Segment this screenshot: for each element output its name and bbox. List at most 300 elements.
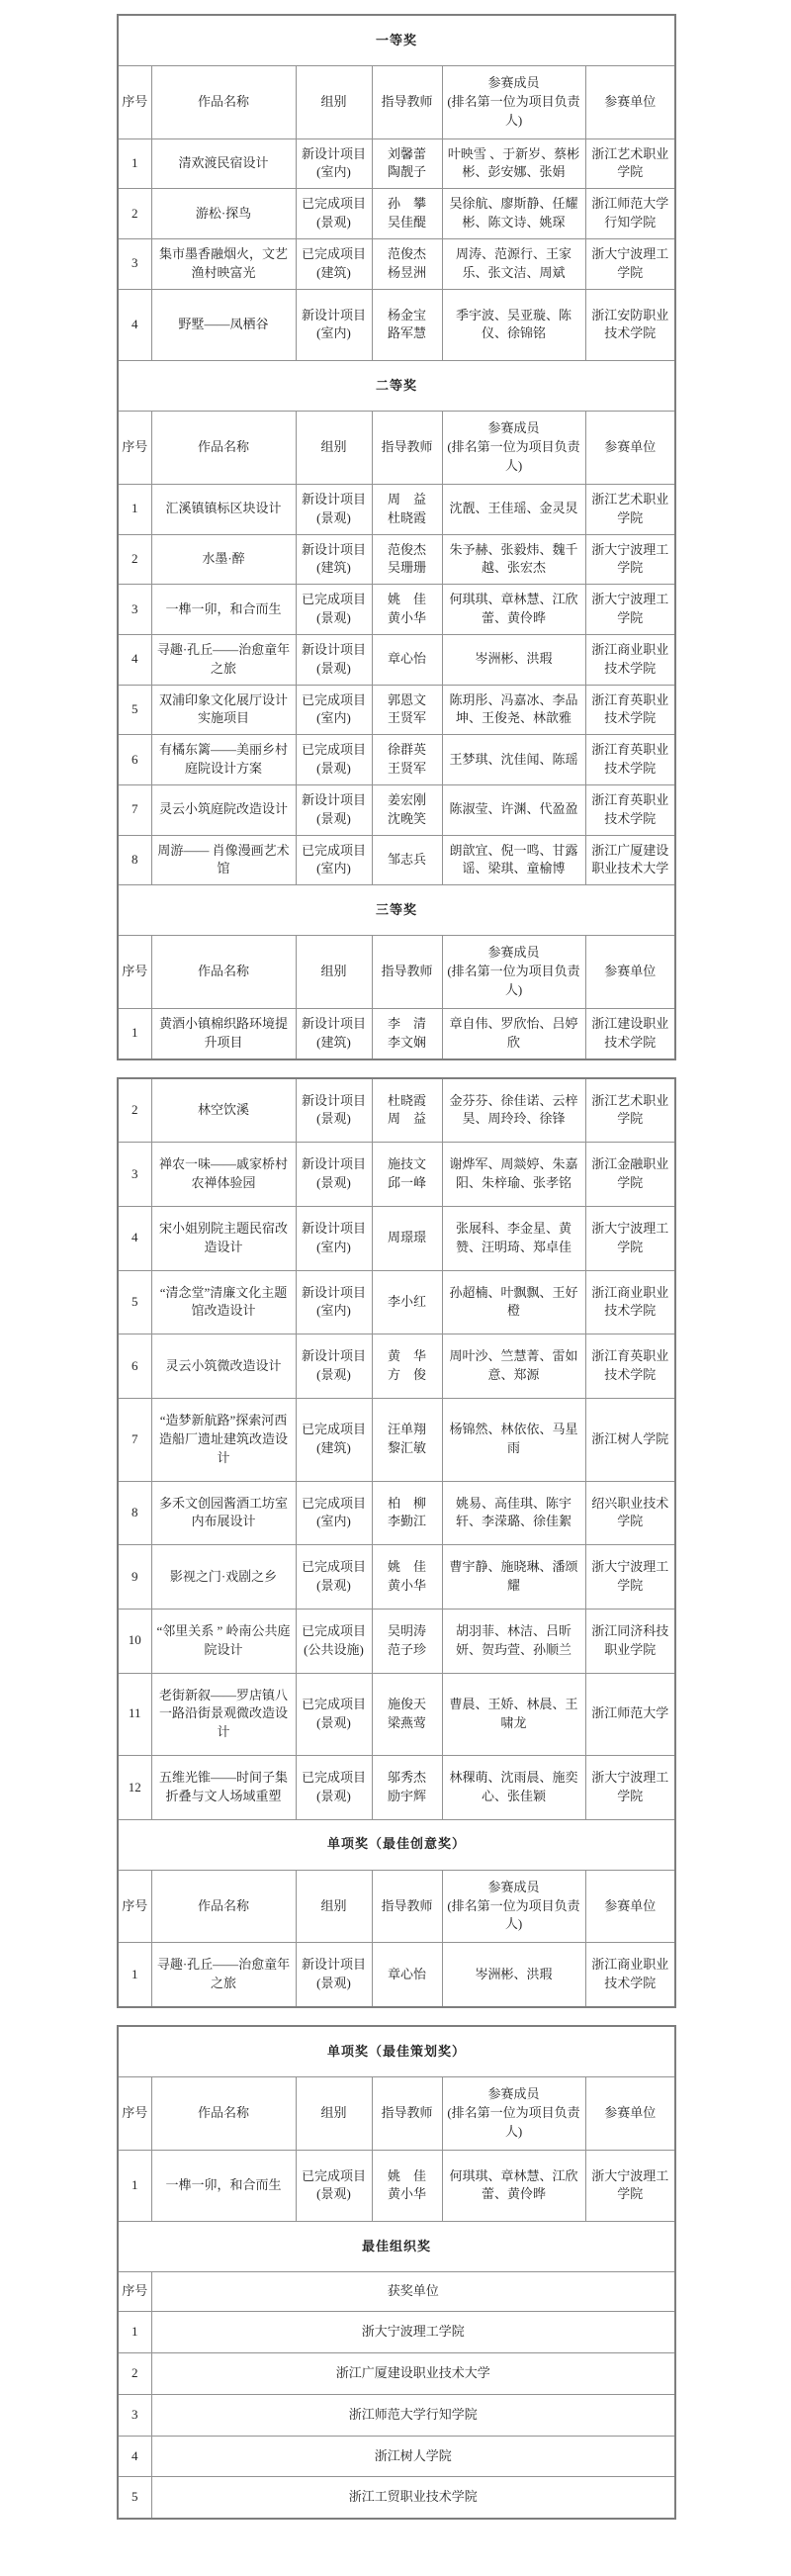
teacher-cell — [372, 1008, 442, 1058]
teacher-name: 梁燕莺 — [387, 1714, 426, 1730]
members-cell: 朱予赫、张毅炜、魏千越、张宏杰 — [442, 534, 585, 585]
group-line: 新设计项目 — [301, 1092, 366, 1108]
row-seq: 12 — [118, 1756, 151, 1820]
award-table-2 — [117, 1077, 676, 2008]
teacher-name: 范俊杰 — [387, 245, 426, 261]
work-title: 周游—— 肖像漫画艺术馆 — [151, 835, 296, 885]
group-cell — [296, 1270, 372, 1334]
group-line: (景观) — [316, 509, 351, 525]
row-seq: 2 — [118, 534, 151, 585]
teacher-name: 汪单翔 — [387, 1422, 426, 1437]
row-seq: 8 — [118, 1481, 151, 1545]
teacher-name: 姚 佳 — [387, 592, 426, 607]
column-header-row — [118, 412, 675, 485]
group-line: 已完成项目 — [301, 691, 366, 707]
teacher-name: 杨金宝 — [387, 307, 426, 322]
teacher-column-header: 指导教师 — [372, 936, 442, 1009]
group-column-header: 组别 — [296, 2077, 372, 2151]
org-award-title-row — [118, 2222, 675, 2272]
section-title-row — [118, 2026, 675, 2077]
group-line: 新设计项目 — [301, 307, 366, 322]
unit-cell: 浙江建设职业技术学院 — [585, 1008, 675, 1058]
org-row-seq: 2 — [118, 2352, 151, 2394]
table-row — [118, 289, 675, 361]
unit-cell: 浙大宁波理工学院 — [585, 1756, 675, 1820]
table-row — [118, 735, 675, 785]
teacher-name: 杨昱洲 — [387, 264, 426, 280]
group-cell — [296, 289, 372, 361]
members-cell: 周叶沙、竺慧菁、雷如意、郑源 — [442, 1334, 585, 1399]
work-title: “邻里关系 ” 岭南公共庭院设计 — [151, 1609, 296, 1673]
org-row-unit: 浙江广厦建设职业技术大学 — [151, 2352, 675, 2394]
work-title: “清念堂”清廉文化主题馆改造设计 — [151, 1270, 296, 1334]
unit-column-header: 参赛单位 — [585, 2077, 675, 2151]
table-row — [118, 784, 675, 835]
group-line: (景观) — [316, 610, 351, 626]
row-seq: 1 — [118, 1943, 151, 2007]
seq-column-header: 序号 — [118, 66, 151, 139]
teacher-name: 章心怡 — [387, 651, 426, 667]
row-seq: 1 — [118, 138, 151, 189]
teacher-cell — [372, 1398, 442, 1481]
work-title: 寻趣·孔丘——治愈童年之旅 — [151, 634, 296, 685]
org-award-row — [118, 2477, 675, 2519]
members-cell: 孙超楠、叶飘飘、王好橙 — [442, 1270, 585, 1334]
teacher-name: 黄小华 — [387, 1578, 426, 1594]
group-line: 新设计项目 — [301, 1156, 366, 1172]
award-tables-container — [117, 14, 791, 2520]
org-row-seq: 4 — [118, 2436, 151, 2477]
row-seq: 4 — [118, 634, 151, 685]
members-header-title: 参赛成员 — [487, 2086, 540, 2101]
members-header-title: 参赛成员 — [487, 75, 540, 90]
teacher-name: 邱一峰 — [387, 1175, 426, 1191]
org-row-seq: 5 — [118, 2477, 151, 2519]
unit-cell: 浙江商业职业技术学院 — [585, 1270, 675, 1334]
group-line: (室内) — [316, 861, 351, 876]
group-line: 已完成项目 — [301, 1559, 366, 1575]
members-cell: 林稞萌、沈雨晨、施奕心、张佳颖 — [442, 1756, 585, 1820]
seq-column-header: 序号 — [118, 936, 151, 1009]
members-cell: 沈靓、王佳瑶、金灵炅 — [442, 484, 585, 534]
unit-cell: 浙江艺术职业学院 — [585, 484, 675, 534]
unit-cell: 浙江安防职业技术学院 — [585, 289, 675, 361]
teacher-column-header: 指导教师 — [372, 66, 442, 139]
group-cell — [296, 784, 372, 835]
work-column-header: 作品名称 — [151, 936, 296, 1009]
teacher-name: 孙 攀 — [387, 196, 426, 212]
row-seq: 7 — [118, 784, 151, 835]
members-cell: 陈淑莹、许渊、代盈盈 — [442, 784, 585, 835]
group-line: 已完成项目 — [301, 1696, 366, 1711]
teacher-column-header: 指导教师 — [372, 2077, 442, 2151]
work-title: 老街新叙——罗店镇八一路沿街景观微改造设计 — [151, 1673, 296, 1756]
teacher-name: 杜晓霞 — [387, 1092, 426, 1108]
table-row — [118, 1078, 675, 1143]
table-row — [118, 1398, 675, 1481]
group-cell — [296, 1609, 372, 1673]
teacher-name: 范子珍 — [387, 1641, 426, 1657]
org-row-unit: 浙江树人学院 — [151, 2436, 675, 2477]
teacher-cell — [372, 534, 442, 585]
org-award-title: 最佳组织奖 — [118, 2222, 675, 2272]
row-seq: 2 — [118, 1078, 151, 1143]
unit-cell: 浙江育英职业技术学院 — [585, 735, 675, 785]
group-column-header: 组别 — [296, 66, 372, 139]
teacher-name: 杜晓霞 — [387, 509, 426, 525]
work-title: 多禾文创园酱酒工坊室内布展设计 — [151, 1481, 296, 1545]
unit-column-header: 参赛单位 — [585, 412, 675, 485]
teacher-name: 范俊杰 — [387, 541, 426, 557]
group-line: 新设计项目 — [301, 491, 366, 506]
members-cell: 章自伟、罗欣怡、吕婷欣 — [442, 1008, 585, 1058]
group-line: 新设计项目 — [301, 641, 366, 657]
teacher-cell — [372, 835, 442, 885]
org-seq-header: 序号 — [118, 2272, 151, 2312]
table-row — [118, 835, 675, 885]
teacher-name: 李小红 — [387, 1294, 426, 1310]
table-row — [118, 189, 675, 239]
seq-column-header: 序号 — [118, 1870, 151, 1943]
unit-cell: 浙江树人学院 — [585, 1398, 675, 1481]
teacher-name: 王贤军 — [387, 761, 426, 777]
group-line: (公共设施) — [304, 1641, 364, 1657]
table-row — [118, 1673, 675, 1756]
members-cell: 杨锦然、林依依、马星雨 — [442, 1398, 585, 1481]
group-line: 已完成项目 — [301, 196, 366, 212]
teacher-name: 吴珊珊 — [387, 560, 426, 576]
unit-cell: 浙大宁波理工学院 — [585, 1545, 675, 1610]
unit-cell: 浙大宁波理工学院 — [585, 238, 675, 289]
award-table-3 — [117, 2025, 676, 2520]
group-line: 已完成项目 — [301, 1422, 366, 1437]
table-row — [118, 1756, 675, 1820]
award-table-1 — [117, 14, 676, 1060]
work-title: 宋小姐别院主题民宿改造设计 — [151, 1206, 296, 1270]
group-cell — [296, 1673, 372, 1756]
teacher-name: 黎汇敏 — [387, 1440, 426, 1456]
members-cell: 朗歆宜、倪一鸣、甘露谣、梁琪、童榆博 — [442, 835, 585, 885]
org-award-row — [118, 2436, 675, 2477]
group-line: 已完成项目 — [301, 742, 366, 758]
teacher-cell — [372, 484, 442, 534]
unit-cell: 浙江育英职业技术学院 — [585, 685, 675, 735]
group-line: (建筑) — [316, 560, 351, 576]
unit-cell: 浙江育英职业技术学院 — [585, 1334, 675, 1399]
teacher-name: 邹志兵 — [387, 852, 426, 868]
row-seq: 1 — [118, 484, 151, 534]
group-cell — [296, 238, 372, 289]
column-header-row — [118, 936, 675, 1009]
teacher-cell — [372, 1609, 442, 1673]
group-line: 已完成项目 — [301, 1495, 366, 1511]
teacher-name: 郭恩文 — [387, 691, 426, 707]
group-line: (室内) — [316, 164, 351, 180]
teacher-cell — [372, 735, 442, 785]
members-cell: 陈玥彤、冯嘉冰、李品坤、王俊尧、林歆雅 — [442, 685, 585, 735]
org-row-unit: 浙江师范大学行知学院 — [151, 2394, 675, 2436]
members-cell: 王梦琪、沈佳闻、陈瑶 — [442, 735, 585, 785]
group-cell — [296, 534, 372, 585]
table-row — [118, 1545, 675, 1610]
teacher-name: 李文娴 — [387, 1034, 426, 1050]
work-title: 游松·探鸟 — [151, 189, 296, 239]
section-title: 单项奖（最佳策划奖） — [118, 2026, 675, 2077]
unit-cell: 浙江育英职业技术学院 — [585, 784, 675, 835]
group-cell — [296, 1008, 372, 1058]
table-row — [118, 1481, 675, 1545]
unit-cell: 浙大宁波理工学院 — [585, 534, 675, 585]
table-row — [118, 2150, 675, 2222]
unit-cell: 浙江师范大学 — [585, 1673, 675, 1756]
teacher-cell — [372, 1545, 442, 1610]
unit-cell: 浙江师范大学行知学院 — [585, 189, 675, 239]
members-cell: 岑洲彬、洪瑕 — [442, 1943, 585, 2007]
work-title: 水墨·醉 — [151, 534, 296, 585]
group-line: 已完成项目 — [301, 1622, 366, 1638]
teacher-column-header: 指导教师 — [372, 412, 442, 485]
work-column-header: 作品名称 — [151, 2077, 296, 2151]
group-line: 已完成项目 — [301, 1770, 366, 1786]
teacher-cell — [372, 138, 442, 189]
section-title: 三等奖 — [118, 885, 675, 936]
teacher-name: 李 清 — [387, 1015, 426, 1031]
row-seq: 2 — [118, 189, 151, 239]
table-row — [118, 685, 675, 735]
group-line: 新设计项目 — [301, 791, 366, 807]
teacher-cell — [372, 1673, 442, 1756]
group-line: 已完成项目 — [301, 592, 366, 607]
group-column-header: 组别 — [296, 936, 372, 1009]
group-line: (建筑) — [316, 264, 351, 280]
members-column-header — [442, 1870, 585, 1943]
table-row — [118, 138, 675, 189]
group-cell — [296, 1481, 372, 1545]
group-cell — [296, 1078, 372, 1143]
section-title-row — [118, 1819, 675, 1870]
teacher-name: 周璟璟 — [387, 1230, 426, 1245]
group-cell — [296, 735, 372, 785]
teacher-cell — [372, 1078, 442, 1143]
members-cell: 周涛、范源行、王家乐、张文洁、周斌 — [442, 238, 585, 289]
members-header-title: 参赛成员 — [487, 1879, 540, 1894]
row-seq: 6 — [118, 735, 151, 785]
unit-cell: 浙江广厦建设职业技术大学 — [585, 835, 675, 885]
group-line: (建筑) — [316, 1440, 351, 1456]
group-line: (室内) — [316, 710, 351, 726]
members-column-header — [442, 412, 585, 485]
section-title-row — [118, 361, 675, 412]
group-cell — [296, 189, 372, 239]
group-line: (景观) — [316, 761, 351, 777]
section-title-row — [118, 885, 675, 936]
teacher-cell — [372, 1481, 442, 1545]
work-title: 野墅——凤栖谷 — [151, 289, 296, 361]
members-header-title: 参赛成员 — [487, 945, 540, 961]
teacher-name: 章心怡 — [387, 1966, 426, 1981]
group-cell — [296, 685, 372, 735]
row-seq: 5 — [118, 1270, 151, 1334]
table-row — [118, 585, 675, 635]
group-line: (景观) — [316, 1788, 351, 1803]
unit-column-header: 参赛单位 — [585, 1870, 675, 1943]
group-cell — [296, 1756, 372, 1820]
work-title: 影视之门·戏剧之乡 — [151, 1545, 296, 1610]
teacher-cell — [372, 1943, 442, 2007]
unit-cell: 浙江艺术职业学院 — [585, 1078, 675, 1143]
group-cell — [296, 835, 372, 885]
teacher-cell — [372, 634, 442, 685]
members-cell: 姚易、高佳琪、陈宇轩、李溁璐、徐佳絮 — [442, 1481, 585, 1545]
teacher-cell — [372, 1143, 442, 1207]
teacher-cell — [372, 585, 442, 635]
work-title: 汇溪镇镇标区块设计 — [151, 484, 296, 534]
teacher-name: 施技文 — [387, 1156, 426, 1172]
row-seq: 3 — [118, 585, 151, 635]
group-cell — [296, 1206, 372, 1270]
group-line: 新设计项目 — [301, 1015, 366, 1031]
teacher-cell — [372, 189, 442, 239]
table-row — [118, 1270, 675, 1334]
group-line: (室内) — [316, 1239, 351, 1254]
members-cell: 曹晨、王娇、林晨、王啸龙 — [442, 1673, 585, 1756]
group-cell — [296, 1143, 372, 1207]
group-cell — [296, 1943, 372, 2007]
members-cell: 季宇波、吴亚璇、陈仪、徐锦铭 — [442, 289, 585, 361]
teacher-column-header: 指导教师 — [372, 1870, 442, 1943]
seq-column-header: 序号 — [118, 412, 151, 485]
group-line: 新设计项目 — [301, 1957, 366, 1973]
teacher-name: 吴明涛 — [387, 1622, 426, 1638]
group-line: (景观) — [316, 2186, 351, 2202]
members-column-header — [442, 936, 585, 1009]
members-cell: 叶映雪 、于新岁、蔡彬彬、彭安娜、张娟 — [442, 138, 585, 189]
group-line: 新设计项目 — [301, 541, 366, 557]
teacher-name: 励宇辉 — [387, 1788, 426, 1803]
work-title: 灵云小筑庭院改造设计 — [151, 784, 296, 835]
members-column-header — [442, 66, 585, 139]
unit-cell: 浙江金融职业学院 — [585, 1143, 675, 1207]
group-cell — [296, 634, 372, 685]
teacher-name: 李勤江 — [387, 1514, 426, 1529]
group-line: (室内) — [316, 325, 351, 341]
teacher-name: 周 益 — [387, 1111, 426, 1127]
table-row — [118, 1609, 675, 1673]
row-seq: 3 — [118, 238, 151, 289]
work-title: 有橘东篱——美丽乡村庭院设计方案 — [151, 735, 296, 785]
section-title: 一等奖 — [118, 15, 675, 66]
work-title: 五维光锥——时间子集折叠与文人场域重塑 — [151, 1756, 296, 1820]
work-title: 集市墨香融烟火，文艺渔村映富光 — [151, 238, 296, 289]
members-cell: 胡羽菲、林洁、吕昕妍、贺玙萱、孙顺兰 — [442, 1609, 585, 1673]
teacher-cell — [372, 238, 442, 289]
table-row — [118, 1943, 675, 2007]
group-line: (景观) — [316, 1578, 351, 1594]
group-cell — [296, 484, 372, 534]
group-cell — [296, 1398, 372, 1481]
unit-cell: 浙江艺术职业学院 — [585, 138, 675, 189]
teacher-name: 柏 柳 — [387, 1495, 426, 1511]
group-cell — [296, 1334, 372, 1399]
org-award-row — [118, 2312, 675, 2353]
row-seq: 7 — [118, 1398, 151, 1481]
group-line: 新设计项目 — [301, 1284, 366, 1300]
group-line: (景观) — [316, 215, 351, 230]
group-line: 新设计项目 — [301, 1220, 366, 1236]
group-cell — [296, 138, 372, 189]
table-row — [118, 634, 675, 685]
org-row-seq: 3 — [118, 2394, 151, 2436]
group-line: 已完成项目 — [301, 842, 366, 858]
row-seq: 1 — [118, 1008, 151, 1058]
row-seq: 9 — [118, 1545, 151, 1610]
org-award-row — [118, 2352, 675, 2394]
org-award-row — [118, 2394, 675, 2436]
work-title: “造梦新航路”探索河西造船厂遗址建筑改造设计 — [151, 1398, 296, 1481]
teacher-cell — [372, 289, 442, 361]
members-cell: 谢烨军、周燚婷、朱嘉阳、朱梓瑜、张孝铭 — [442, 1143, 585, 1207]
teacher-name: 黄 华 — [387, 1348, 426, 1364]
members-cell: 何琪琪、章林慧、江欣蕾、黄伶晔 — [442, 2150, 585, 2222]
unit-cell: 浙江同济科技职业学院 — [585, 1609, 675, 1673]
work-title: 黄酒小镇棉织路环境提升项目 — [151, 1008, 296, 1058]
group-line: 新设计项目 — [301, 145, 366, 161]
table-row — [118, 1143, 675, 1207]
row-seq: 4 — [118, 289, 151, 361]
row-seq: 8 — [118, 835, 151, 885]
teacher-name: 黄小华 — [387, 2186, 426, 2202]
members-column-header — [442, 2077, 585, 2151]
teacher-name: 施俊天 — [387, 1696, 426, 1711]
work-title: 一榫一卯，和合而生 — [151, 585, 296, 635]
teacher-name: 姚 佳 — [387, 2167, 426, 2183]
group-cell — [296, 585, 372, 635]
members-header-note: (排名第一位为项目负责人) — [447, 93, 580, 128]
teacher-name: 刘馨蕾 — [387, 145, 426, 161]
group-line: (景观) — [316, 810, 351, 826]
unit-cell: 绍兴职业技术学院 — [585, 1481, 675, 1545]
unit-cell: 浙大宁波理工学院 — [585, 2150, 675, 2222]
work-title: 灵云小筑微改造设计 — [151, 1334, 296, 1399]
work-title: 林空饮溪 — [151, 1078, 296, 1143]
group-cell — [296, 1545, 372, 1610]
table-row — [118, 1206, 675, 1270]
work-column-header: 作品名称 — [151, 1870, 296, 1943]
seq-column-header: 序号 — [118, 2077, 151, 2151]
row-seq: 11 — [118, 1673, 151, 1756]
org-row-unit: 浙大宁波理工学院 — [151, 2312, 675, 2353]
group-cell — [296, 2150, 372, 2222]
group-column-header: 组别 — [296, 412, 372, 485]
work-title: 双浦印象文化展厅设计实施项目 — [151, 685, 296, 735]
group-line: (景观) — [316, 1175, 351, 1191]
teacher-name: 方 俊 — [387, 1367, 426, 1383]
teacher-cell — [372, 2150, 442, 2222]
members-header-note: (排名第一位为项目负责人) — [447, 964, 580, 997]
column-header-row — [118, 1870, 675, 1943]
members-cell: 何琪琪、章林慧、江欣蕾、黄伶晔 — [442, 585, 585, 635]
table-row — [118, 238, 675, 289]
group-line: (室内) — [316, 1514, 351, 1529]
row-seq: 5 — [118, 685, 151, 735]
work-title: 一榫一卯，和合而生 — [151, 2150, 296, 2222]
unit-column-header: 参赛单位 — [585, 66, 675, 139]
group-line: 已完成项目 — [301, 2167, 366, 2183]
teacher-cell — [372, 1206, 442, 1270]
column-header-row — [118, 66, 675, 139]
group-line: (景观) — [316, 1976, 351, 1991]
group-line: (建筑) — [316, 1034, 351, 1050]
